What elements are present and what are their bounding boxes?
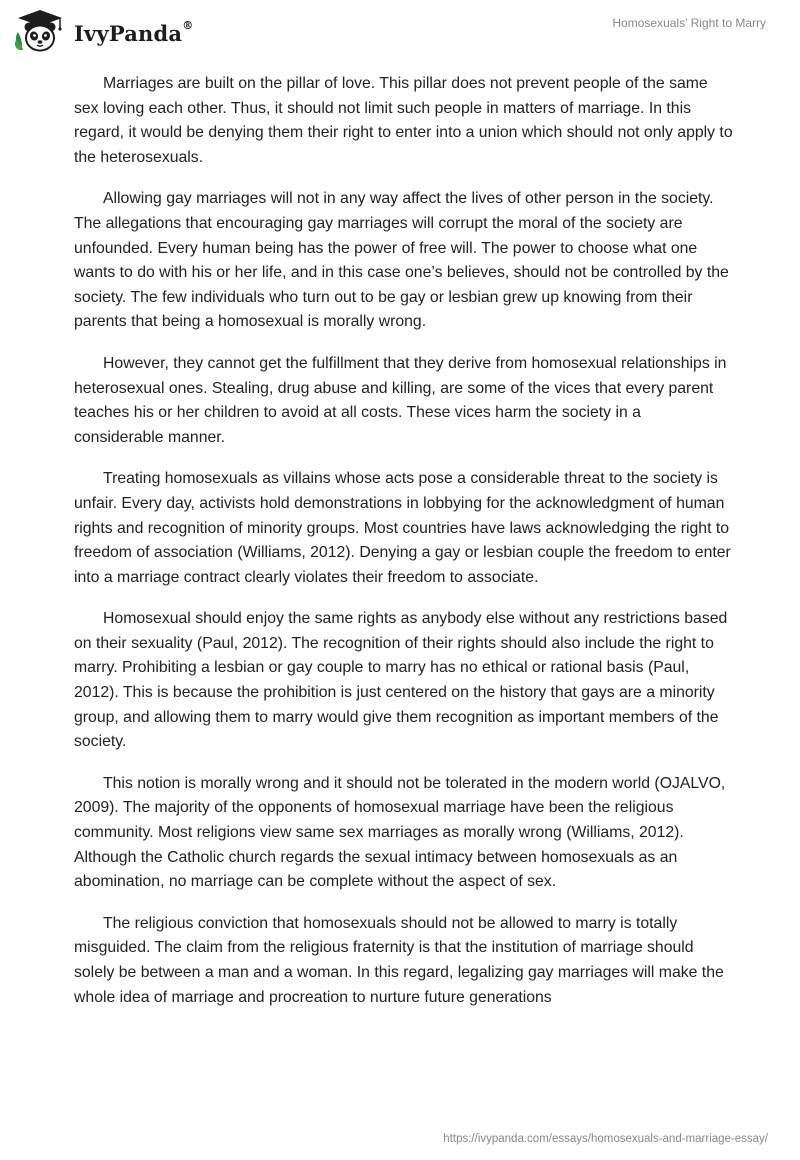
- paragraph: However, they cannot get the fulfillment that they derive from homosexual relationships in heterosexual ones. Stealing, drug abuse and killing, are some of the vices that every parent teaches his or her children to avoid at all costs. These vices harm the society in a considerable manner.: [74, 354, 727, 446]
- ivypanda-logo[interactable]: [14, 8, 193, 54]
- paragraph: Treating homosexuals as villains whose acts pose a considerable threat to the society is unfair. Every day, activists hold demonstrations in lobbying for the acknowledgment of human rights and recognition of minority groups. Most countries have laws acknowledging the right to freedom of association (Williams, 2012). Denying a gay or lesbian couple the freedom to enter into a marriage contract clearly violates their freedom to associate.: [74, 470, 731, 586]
- logo-wordmark: IvyPanda®: [74, 18, 194, 46]
- paragraph: This notion is morally wrong and it should not be tolerated in the modern world (OJALVO, 2009). The majority of the opponents of homosexual marriage have been the religious community. Most religions view same sex marriages as morally wrong (Williams, 2012). Although the Catholic church regards the sexual intimacy between homosexuals as an abomination, no marriage can be complete without the aspect of sex.: [74, 774, 726, 891]
- paragraph: Marriages are built on the pillar of love. This pillar does not prevent people of the same sex loving each other. Thus, it should not limit such people in matters of marriage. In this regard, it would be denying them their right to enter into a union which should not only apply to the heterosexuals.: [74, 75, 733, 166]
- page-header: [0, 0, 800, 60]
- panda-graduate-icon: [14, 8, 66, 54]
- document-title: Homosexuals’ Right to Marry: [612, 16, 766, 30]
- paragraph: Allowing gay marriages will not in any way affect the lives of other person in the society. The allegations that encouraging gay marriages will corrupt the moral of the society are unfounded. Every human being has the power of free will. The power to choose what one wants to do with his or her life, and in this case one’s believes, should not be controlled by the society. The few individuals who turn out to be gay or lesbian grew up knowing from their parents that being a homosexual is morally wrong.: [74, 190, 729, 331]
- paragraph: Homosexual should enjoy the same rights as anybody else without any restrictions based on their sexuality (Paul, 2012). The recognition of their rights should also include the right to marry. Prohibiting a lesbian or gay couple to marry has no ethical or rational basis (Paul, 2012). This is because the prohibition is just centered on the history that gays are a minority group, and allowing them to marry would give them recognition as important members of the society.: [74, 610, 728, 751]
- paragraph: The religious conviction that homosexuals should not be allowed to marry is totally misguided. The claim from the religious fraternity is that the institution of marriage should solely be between a man and a woman. In this regard, legalizing gay marriages will make the whole idea of marriage and procreation to nurture future generations: [74, 914, 724, 1006]
- source-url[interactable]: https://ivypanda.com/essays/homosexuals-and-marriage-essay/: [443, 1133, 768, 1145]
- essay-body: [74, 72, 734, 1027]
